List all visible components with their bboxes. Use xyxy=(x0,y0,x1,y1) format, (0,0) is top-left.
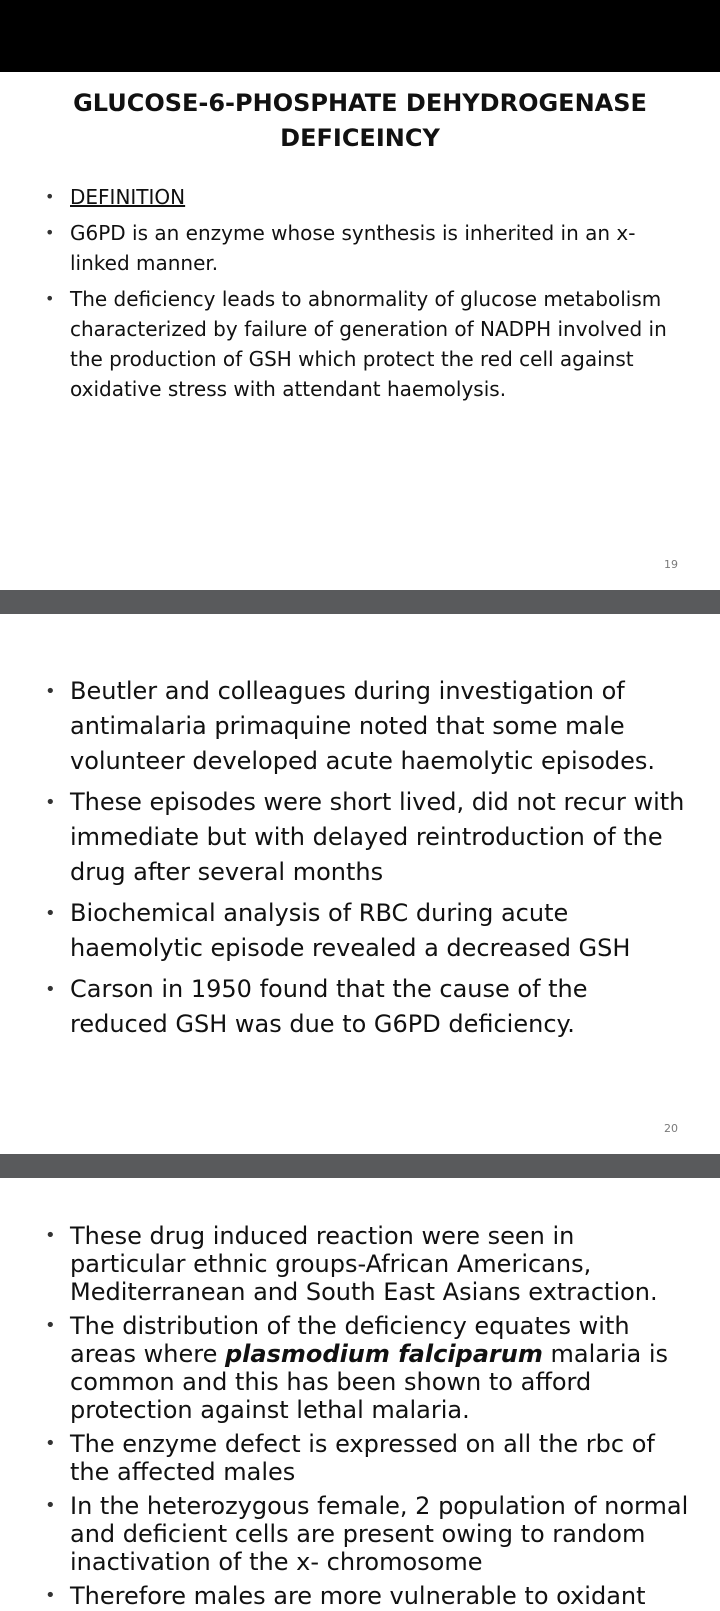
slide-title xyxy=(0,86,720,156)
bullet-text: The deficiency leads to abnormality of glucose metabolism characterized by failure of generation of NADPH involved in the production of GSH which protect the red cell against oxidative stress with attendant haemolysis. xyxy=(70,287,667,401)
bullet-text-after: malaria is common and this has been shown to afford protection against lethal malaria. xyxy=(70,1340,668,1424)
list-item xyxy=(0,1430,720,1486)
bullet-list xyxy=(0,1222,720,1611)
bullet-icon: • xyxy=(45,289,55,308)
list-item xyxy=(0,1222,720,1306)
page-number: 20 xyxy=(664,1122,678,1135)
bullet-text: The enzyme defect is expressed on all the rbc of the affected males xyxy=(70,1430,655,1486)
bullet-text: In the heterozygous female, 2 population of normal and deficient cells are present owing to random inactivation of the x- chromosome xyxy=(70,1492,689,1576)
list-item xyxy=(0,1492,720,1576)
list-item xyxy=(0,284,720,404)
bullet-icon: • xyxy=(45,223,55,242)
bullet-list xyxy=(0,674,720,1048)
bullet-icon: • xyxy=(45,1585,56,1606)
bullet-icon: • xyxy=(45,979,56,1000)
bullet-text: These episodes were short lived, did not recur with immediate but with delayed reintroduction of the drug after several months xyxy=(70,788,685,886)
bullet-text-before: The distribution of the deficiency equates with areas where xyxy=(70,1312,630,1368)
bullet-icon: • xyxy=(45,187,55,206)
bullet-icon: • xyxy=(45,792,56,813)
bullet-icon: • xyxy=(45,681,56,702)
slide-divider xyxy=(0,590,720,614)
bullet-text: G6PD is an enzyme whose synthesis is inherited in an x-linked manner. xyxy=(70,221,636,275)
list-item xyxy=(0,972,720,1042)
list-item xyxy=(0,674,720,779)
slide-19 xyxy=(0,0,720,590)
list-item xyxy=(0,1312,720,1424)
list-item xyxy=(0,896,720,966)
list-item xyxy=(0,218,720,278)
title-line-1: GLUCOSE-6-PHOSPHATE DEHYDROGENASE xyxy=(73,89,647,117)
bullet-icon: • xyxy=(45,1315,56,1336)
bullet-icon: • xyxy=(45,1433,56,1454)
bullet-text: Carson in 1950 found that the cause of the reduced GSH was due to G6PD deficiency. xyxy=(70,975,588,1038)
slide-21 xyxy=(0,1178,720,1611)
page-number: 19 xyxy=(664,558,678,571)
list-item xyxy=(0,182,720,212)
list-item xyxy=(0,1582,720,1610)
title-line-2: DEFICEINCY xyxy=(280,124,440,152)
slide-20 xyxy=(0,614,720,1154)
bullet-text: Biochemical analysis of RBC during acute haemolytic episode revealed a decreased GSH xyxy=(70,899,631,962)
bullet-icon: • xyxy=(45,1225,56,1246)
list-item xyxy=(0,785,720,890)
bullet-icon: • xyxy=(45,903,56,924)
bullet-text: Beutler and colleagues during investigation of antimalaria primaquine noted that some male volunteer developed acute haemolytic episodes. xyxy=(70,677,656,775)
bullet-icon: • xyxy=(45,1495,56,1516)
bullet-text: These drug induced reaction were seen in particular ethnic groups-African Americans, Mediterranean and South East Asians extraction. xyxy=(70,1222,658,1306)
bullet-list xyxy=(0,182,720,410)
bullet-text: Therefore males are more vulnerable to oxidant xyxy=(70,1582,646,1610)
species-name: plasmodium falciparum xyxy=(225,1340,543,1368)
section-heading: DEFINITION xyxy=(70,185,186,209)
slide-divider xyxy=(0,1154,720,1178)
